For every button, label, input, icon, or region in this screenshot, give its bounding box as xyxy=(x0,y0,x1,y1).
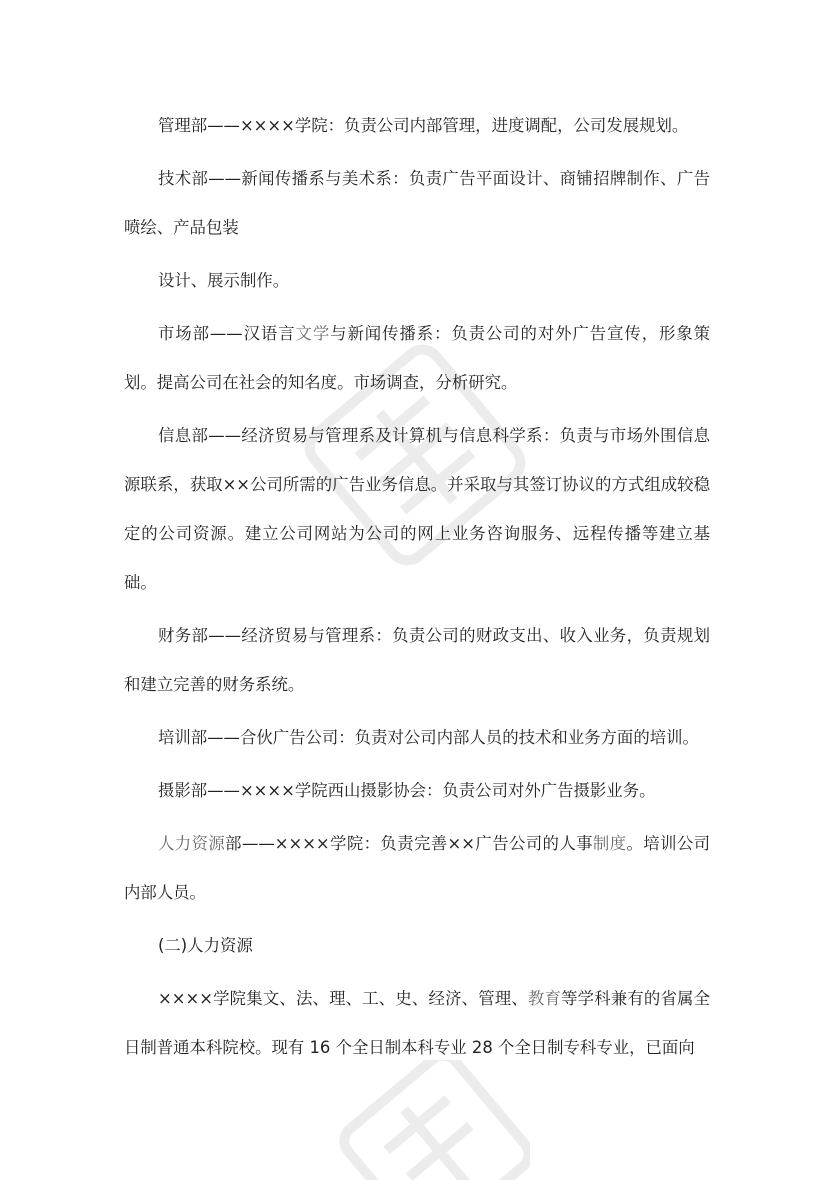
paragraph-photography: 摄影部——××××学院西山摄影协会：负责公司对外广告摄影业务。 xyxy=(158,781,656,800)
link-literature[interactable]: 文学 xyxy=(295,324,331,343)
paragraph-management: 管理部——××××学院：负责公司内部管理，进度调配，公司发展规划。 xyxy=(158,116,689,135)
paragraph-college: ××××学院集文、法、理、工、史、经济、管理、教育等学科兼有的省属全日制普通本科院校。现有 16 个全日制本科专业 28 个全日制专科专业，已面向 xyxy=(124,989,711,1057)
paragraph-technology: 技术部——新闻传播系与美术系：负责广告平面设计、商铺招牌制作、广告喷绘、产品包装 xyxy=(124,169,710,237)
link-system[interactable]: 制度 xyxy=(592,834,627,853)
link-education[interactable]: 教育 xyxy=(527,989,562,1008)
paragraph-marketing: 市场部——汉语言文学与新闻传播系：负责公司的对外广告宣传，形象策划。提高公司在社会的知名度。市场调查，分析研究。 xyxy=(124,324,711,392)
document-body xyxy=(124,101,710,1076)
link-human-resources[interactable]: 人力资源 xyxy=(158,834,226,853)
paragraph-information: 信息部——经济贸易与管理系及计算机与信息科学系：负责与市场外围信息源联系，获取××公司所需的广告业务信息。并采取与其签订协议的方式组成较稳定的公司资源。建立公司网站为公司的网上业务咨询服务、远程传播等建立基础。 xyxy=(124,426,710,592)
paragraph-training: 培训部——合伙广告公司：负责对公司内部人员的技术和业务方面的培训。 xyxy=(158,728,699,747)
paragraph-finance: 财务部——经济贸易与管理系：负责公司的财政支出、收入业务，负责规划和建立完善的财务系统。 xyxy=(124,626,710,694)
paragraph-technology-cont: 设计、展示制作。 xyxy=(158,271,290,290)
paragraph-hr: 人力资源部——××××学院：负责完善××广告公司的人事制度。培训公司内部人员。 xyxy=(124,834,711,902)
watermark-logo-bottom xyxy=(330,1060,530,1180)
section-heading-hr: (二)人力资源 xyxy=(158,936,253,955)
